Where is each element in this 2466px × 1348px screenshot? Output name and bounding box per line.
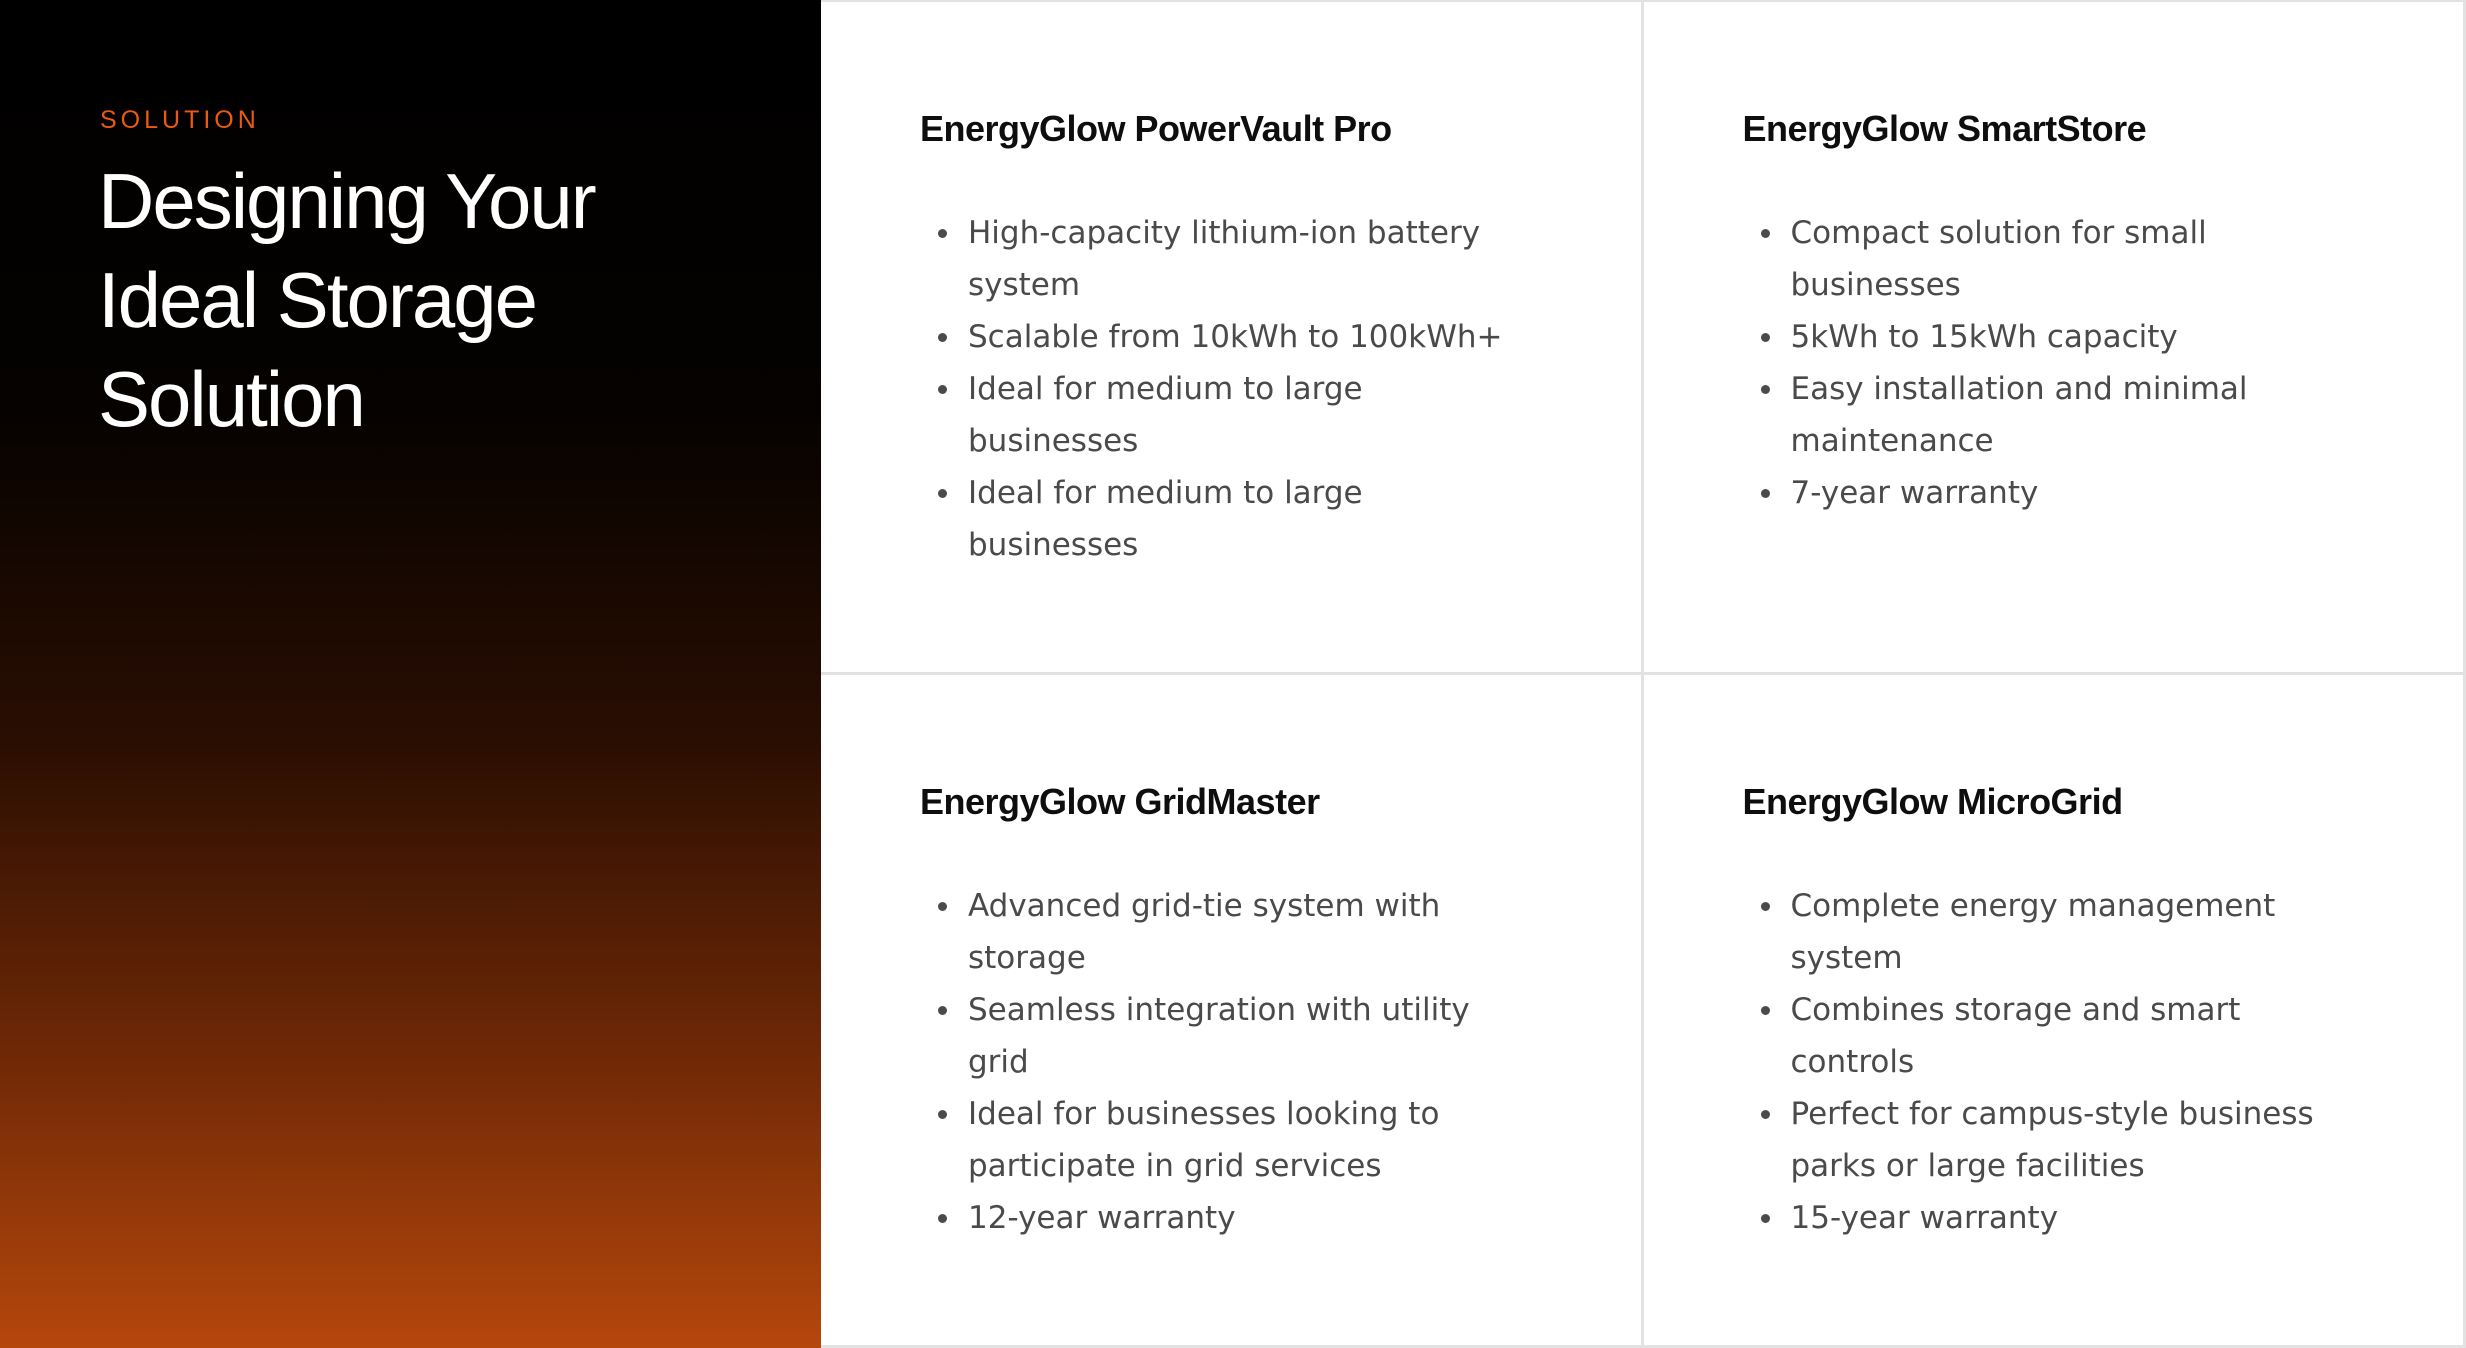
bullet-icon bbox=[938, 333, 947, 342]
product-card-smartstore bbox=[1644, 2, 2466, 675]
page-title bbox=[98, 152, 758, 449]
feature-text: 12-year warranty bbox=[968, 1200, 1236, 1236]
product-grid bbox=[821, 0, 2466, 1348]
bullet-icon bbox=[1761, 489, 1770, 498]
product-card-gridmaster bbox=[821, 675, 1644, 1348]
feature-list bbox=[1743, 880, 2424, 1244]
bullet-icon bbox=[1761, 385, 1770, 394]
bullet-icon bbox=[938, 902, 947, 911]
feature-text: 15-year warranty bbox=[1790, 1200, 2059, 1236]
bullet-icon bbox=[1761, 1110, 1770, 1119]
bullet-icon bbox=[1761, 333, 1770, 342]
feature-list bbox=[1743, 207, 2424, 519]
headline-line-1: Designing Your bbox=[98, 157, 595, 245]
feature-text: Perfect for campus-style business parks or large facilities bbox=[1790, 1096, 2314, 1184]
feature-text: Ideal for medium to large businesses bbox=[968, 475, 1363, 563]
feature-item bbox=[920, 311, 1528, 363]
feature-text: Complete energy management system bbox=[1790, 888, 2276, 976]
section-eyebrow: SOLUTION bbox=[100, 106, 260, 134]
feature-item bbox=[1743, 880, 2351, 984]
bullet-icon bbox=[938, 1214, 947, 1223]
bullet-icon bbox=[938, 385, 947, 394]
feature-item bbox=[920, 207, 1528, 311]
hero-panel bbox=[0, 0, 821, 1348]
feature-item bbox=[1743, 1088, 2351, 1192]
feature-text: 5kWh to 15kWh capacity bbox=[1790, 319, 2178, 355]
feature-item bbox=[1743, 311, 2351, 363]
feature-item bbox=[1743, 1192, 2351, 1244]
bullet-icon bbox=[1761, 902, 1770, 911]
bullet-icon bbox=[1761, 229, 1770, 238]
bullet-icon bbox=[938, 1006, 947, 1015]
product-card-powervault-pro bbox=[821, 2, 1644, 675]
feature-text: Compact solution for small businesses bbox=[1790, 215, 2207, 303]
feature-text: Combines storage and smart controls bbox=[1790, 992, 2241, 1080]
feature-item bbox=[920, 1088, 1528, 1192]
feature-item bbox=[1743, 363, 2351, 467]
feature-item bbox=[1743, 984, 2351, 1088]
feature-text: High-capacity lithium-ion battery system bbox=[968, 215, 1481, 303]
product-title: EnergyGlow GridMaster bbox=[920, 781, 1320, 822]
headline-line-3: Solution bbox=[98, 355, 364, 443]
feature-item bbox=[920, 363, 1528, 467]
feature-text: Seamless integration with utility grid bbox=[968, 992, 1470, 1080]
feature-text: 7-year warranty bbox=[1790, 475, 2039, 511]
feature-item bbox=[1743, 207, 2351, 311]
feature-text: Ideal for medium to large businesses bbox=[968, 371, 1363, 459]
product-title: EnergyGlow SmartStore bbox=[1742, 108, 2147, 149]
bullet-icon bbox=[938, 1110, 947, 1119]
feature-item bbox=[920, 984, 1528, 1088]
product-card-microgrid bbox=[1644, 675, 2466, 1348]
product-title: EnergyGlow PowerVault Pro bbox=[920, 108, 1392, 149]
feature-list bbox=[920, 207, 1601, 571]
bullet-icon bbox=[1761, 1006, 1770, 1015]
bullet-icon bbox=[938, 489, 947, 498]
feature-item bbox=[1743, 467, 2351, 519]
feature-item bbox=[920, 467, 1528, 571]
feature-item bbox=[920, 880, 1528, 984]
feature-text: Ideal for businesses looking to participate in grid services bbox=[968, 1096, 1440, 1184]
headline-line-2: Ideal Storage bbox=[98, 256, 537, 344]
feature-text: Easy installation and minimal maintenance bbox=[1790, 371, 2248, 459]
feature-text: Scalable from 10kWh to 100kWh+ bbox=[968, 319, 1503, 355]
feature-list bbox=[920, 880, 1601, 1244]
feature-text: Advanced grid-tie system with storage bbox=[968, 888, 1441, 976]
feature-item bbox=[920, 1192, 1528, 1244]
bullet-icon bbox=[1761, 1214, 1770, 1223]
bullet-icon bbox=[938, 229, 947, 238]
product-title: EnergyGlow MicroGrid bbox=[1742, 781, 2123, 822]
